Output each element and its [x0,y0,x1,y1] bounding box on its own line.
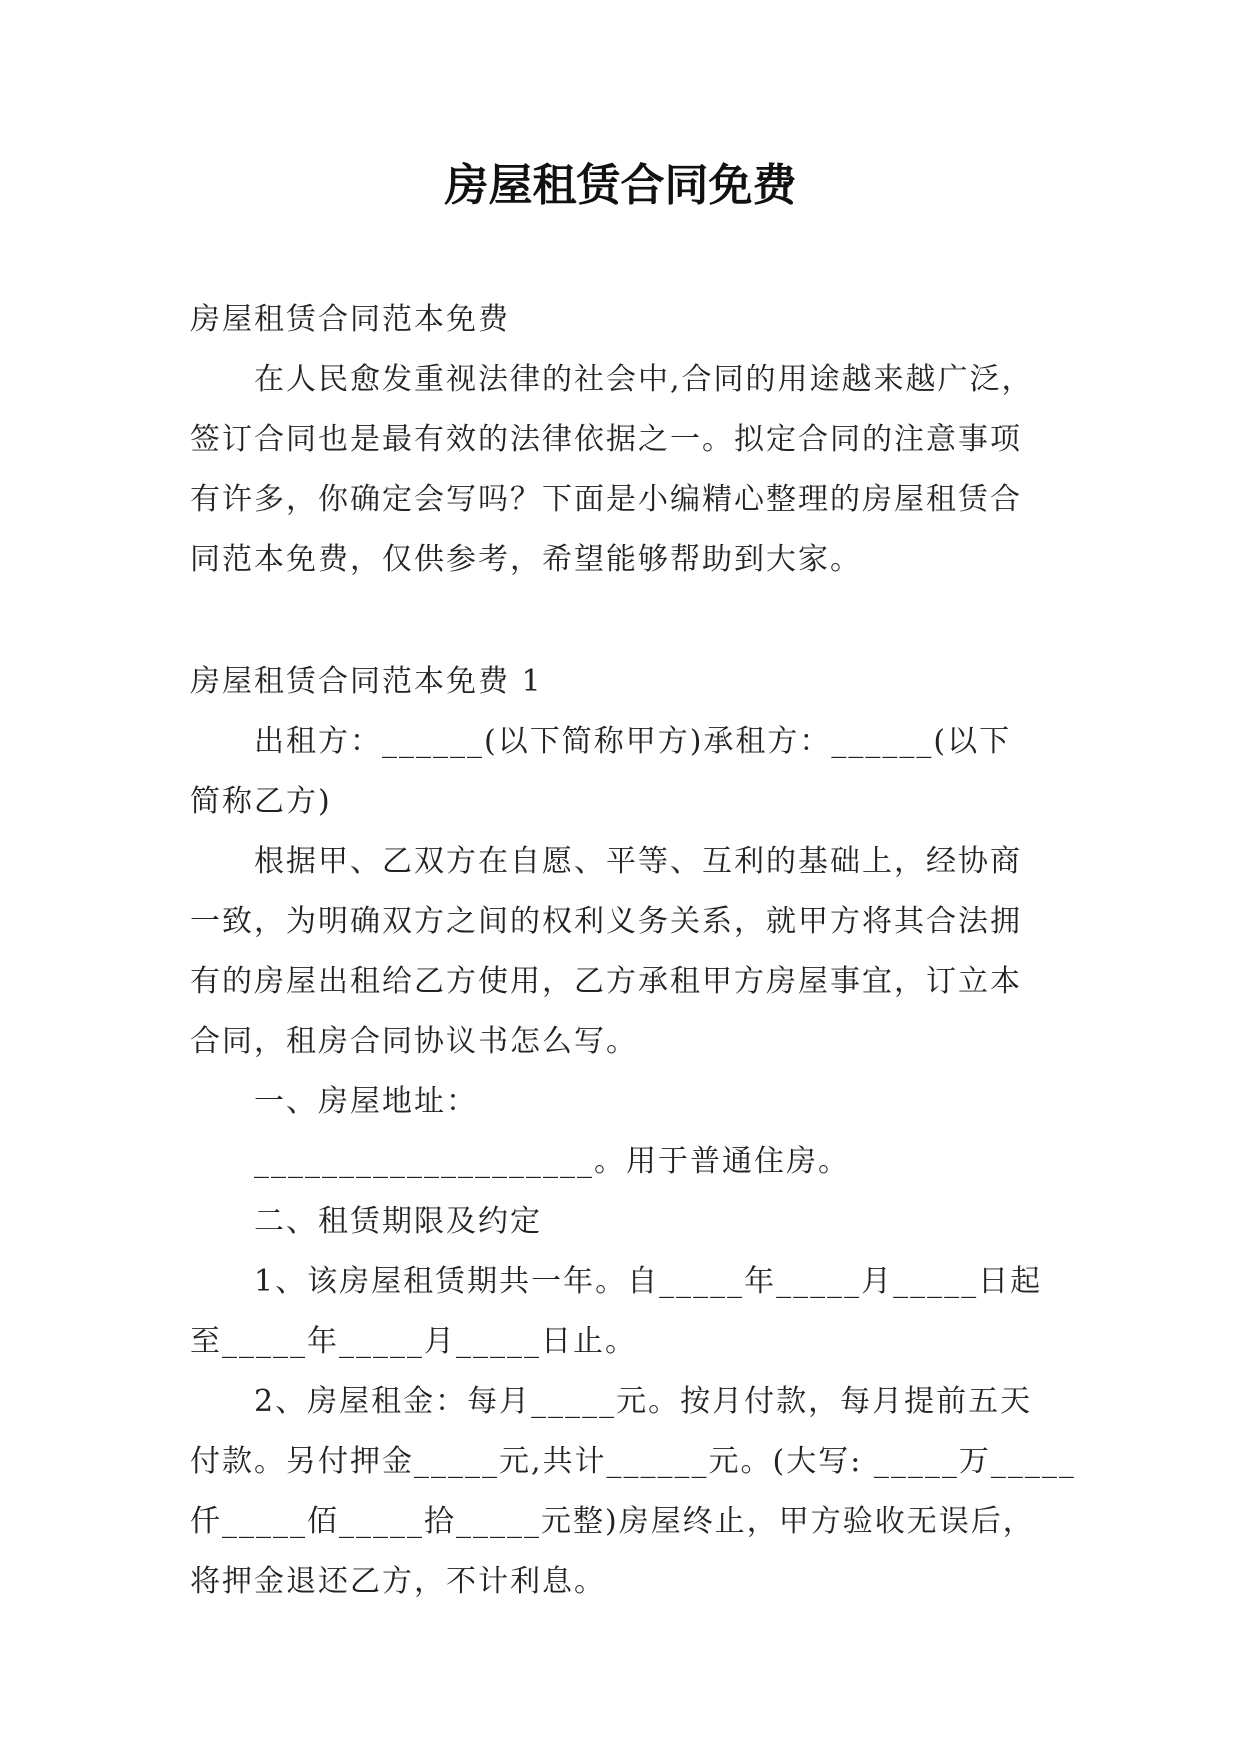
section-heading-sample-1: 房屋租赁合同范本免费 1 [190,664,543,699]
preamble-line: 有的房屋出租给乙方使用，乙方承租甲方房屋事宜，订立本 [190,964,1022,999]
parties-line: 简称乙方) [190,784,332,819]
intro-paragraph-line: 有许多，你确定会写吗？下面是小编精心整理的房屋租赁合 [190,482,1022,517]
clause-heading-term: 二、租赁期限及约定 [254,1204,542,1239]
preamble-line: 一致，为明确双方之间的权利义务关系，就甲方将其合法拥 [190,904,1022,939]
term-clause-line: 至_____年_____月_____日止。 [190,1324,637,1359]
preamble-line: 根据甲、乙双方在自愿、平等、互利的基础上，经协商 [254,844,1022,879]
section-heading-intro: 房屋租赁合同范本免费 [190,302,510,337]
rent-clause-line: 2、房屋租金：每月_____元。按月付款，每月提前五天 [254,1384,1033,1419]
term-clause-line: 1、该房屋租赁期共一年。自_____年_____月_____日起 [254,1264,1043,1299]
intro-paragraph-line: 签订合同也是最有效的法律依据之一。拟定合同的注意事项 [190,422,1022,457]
rent-clause-line: 仟_____佰_____拾_____元整)房屋终止，甲方验收无误后， [190,1504,1035,1539]
intro-paragraph-line: 同范本免费，仅供参考，希望能够帮助到大家。 [190,542,862,577]
preamble-line: 合同，租房合同协议书怎么写。 [190,1024,638,1059]
address-blank-line: ____________________。用于普通住房。 [254,1144,850,1179]
intro-paragraph-line: 在人民愈发重视法律的社会中,合同的用途越来越广泛， [254,362,1034,397]
clause-heading-address: 一、房屋地址： [254,1084,478,1119]
parties-line: 出租方：______(以下简称甲方)承租方：______(以下 [254,724,1012,759]
rent-clause-line: 付款。另付押金_____元,共计______元。(大写: _____万_____ [190,1444,1076,1479]
paragraph-spacer [190,590,1050,652]
document-body [190,290,1076,1612]
rent-clause-line: 将押金退还乙方，不计利息。 [190,1564,606,1599]
document-title: 房屋租赁合同免费 [444,160,797,211]
